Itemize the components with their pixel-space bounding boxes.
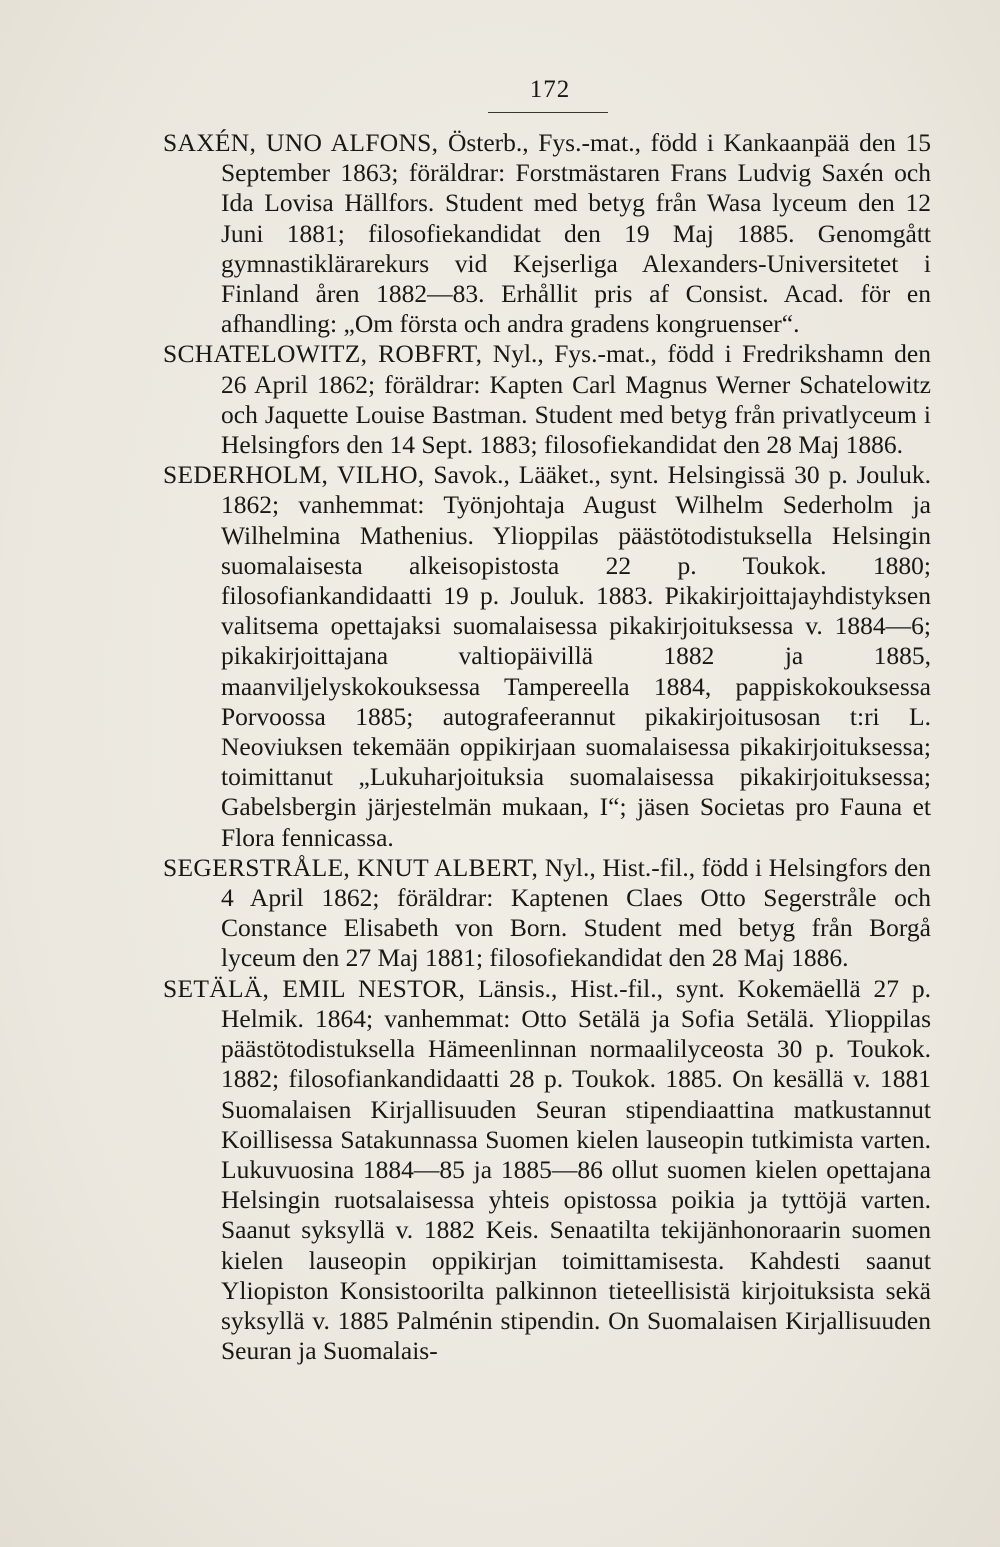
- entry-text: Nyl., Fys.-mat., född i Fredrikshamn den 26 April 1862; föräldrar: Kapten Carl Magnus Werner Schatelowitz och Jaquette Louise Bastman. Student med betyg från privatlyceum i Helsingfors den 14 Sept. 1883; filosofiekandidat den 28 Maj 1886.: [221, 339, 932, 460]
- entry-segerstrale: [163, 853, 931, 974]
- entry-setala: [163, 974, 931, 1367]
- biographical-entries: [163, 128, 931, 1366]
- entry-saxen: [163, 128, 931, 339]
- entry-text: Länsis., Hist.-fil., synt. Kokemäellä 27 p. Helmik. 1864; vanhemmat: Otto Setälä ja Sofia Setälä. Ylioppilas päästötodistuksella Hämeenlinnan normaalilyceosta 30 p. Toukok. 1882; filosofiankandidaatti 28 p. Toukok. 1885. On kesällä v. 1881 Suomalaisen Kirjallisuuden Seuran stipendiaattina matkustannut Koillisessa Satakunnassa Suomen kielen lauseopin tutkimista varten. Lukuvuosina 1884—85 ja 1885—86 ollut suomen kielen opettajana Helsingin ruotsalaisessa yhteis opistossa poikia ja tyttöjä varten. Saanut syksyllä v. 1882 Keis. Senaatilta tekijänhonoraarin suomen kielen lauseopin oppikirjan toimittamisesta. Kahdesti saanut Yliopiston Konsistoorilta palkinnon tieteellisistä kirjoituksista sekä syksyllä v. 1885 Palménin stipendin. On Suomalaisen Kirjallisuuden Seuran ja Suomalais-: [221, 973, 931, 1366]
- entry-name: SETÄLÄ, EMIL NESTOR,: [163, 973, 466, 1003]
- entry-name: SAXÉN, UNO ALFONS,: [163, 128, 439, 157]
- entry-name: SCHATELOWITZ, ROBFRT,: [163, 339, 483, 369]
- entry-name: SEGERSTRÅLE, KNUT ALBERT,: [163, 852, 539, 882]
- entry-sederholm: [163, 460, 931, 853]
- entry-name: SEDERHOLM, VILHO,: [163, 460, 425, 490]
- entry-text: Nyl., Hist.-fil., född i Helsingfors den 4 April 1862; föräldrar: Kaptenen Claes Otto Segerstråle och Constance Elisabeth von Born. Student med betyg från Borgå lyceum den 27 Maj 1881; filosofiekandidat den 28 Maj 1886.: [221, 852, 931, 973]
- header-rule: [488, 112, 608, 113]
- entry-schatelowitz: [163, 339, 931, 460]
- page-number: 172: [529, 76, 571, 103]
- entry-text: Österb., Fys.-mat., född i Kankaanpää den 15 September 1863; föräldrar: Forstmästaren Frans Ludvig Saxén och Ida Lovisa Hällfors. Student med betyg från Wasa lyceum den 12 Juni 1881; filosofiekandidat den 19 Maj 1885. Genomgått gymnastiklärarekurs vid Kejserliga Alexanders-Universitetet i Finland åren 1882—83. Erhållit pris af Consist. Acad. för en afhandling: „Om första och andra gradens kongruenser“.: [221, 128, 932, 339]
- entry-text: Savok., Lääket., synt. Helsingissä 30 p. Jouluk. 1862; vanhemmat: Työnjohtaja August Wilhelm Sederholm ja Wilhelmina Mathenius. Ylioppilas päästötodistuksella Helsingin suomalaisesta alkeisopistosta 22 p. Toukok. 1880; filosofiankandidaatti 19 p. Jouluk. 1883. Pikakirjoittajayhdistyksen valitsema opettajaksi suomalaisessa pikakirjoituksessa v. 1884—6; pikakirjoittajana valtiopäivillä 1882 ja 1885, maanviljelyskokouksessa Tampereella 1884, pappiskokouksessa Porvoossa 1885; autografeerannut pikakirjoitusosan t:ri L. Neoviuksen tekemään oppikirjaan suomalaisessa pikakirjoituksessa; toimittanut „Lukuharjoituksia suomalaisessa pikakirjoituksessa; Gabelsbergin järjestelmän mukaan, I“; jäsen Societas pro Fauna et Flora fennicassa.: [221, 460, 931, 852]
